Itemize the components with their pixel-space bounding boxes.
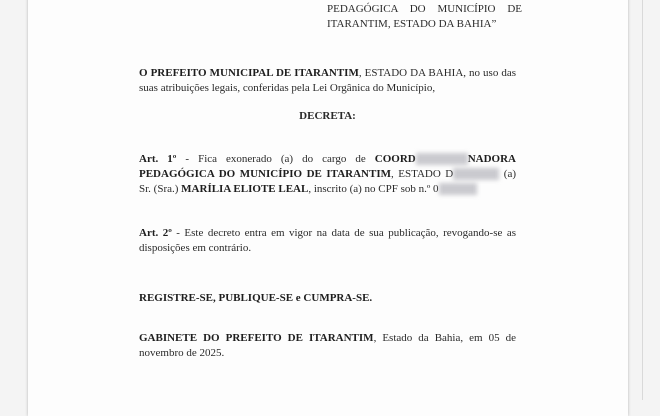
intro-text: , ESTADO DA BAHIA, no uso das suas atribuições legais, conferidas pela Lei Orgânica do Município, (139, 67, 516, 94)
gabinete-label: GABINETE DO PREFEITO DE ITARANTIM (139, 332, 374, 344)
gabinete-paragraph (139, 331, 516, 361)
redacted-block (439, 183, 477, 195)
decree-title (327, 2, 522, 32)
decreta-heading: DECRETA: (299, 110, 356, 122)
article-2-text: - Este decreto entra em vigor na data de sua publicação, revogando-se as disposições em contrário. (139, 227, 517, 254)
article-2 (139, 226, 516, 256)
intro-paragraph (139, 66, 516, 96)
closing-formula (139, 291, 516, 306)
registre-text: REGISTRE-SE, PUBLIQUE-SE e CUMPRA-SE. (139, 292, 373, 304)
article-1-text-b: , ESTADO D (390, 168, 454, 180)
redacted-block (453, 168, 499, 180)
article-1-text-c: (a) Sr. (Sra.) (139, 168, 516, 195)
article-1-text-a: - Fica exonerado (a) do cargo de (176, 153, 375, 165)
article-1 (139, 152, 516, 197)
article-1-position-b: NADORA PEDAGÓGICA DO MUNICÍPIO DE ITARANTIM (139, 153, 516, 180)
gabinete-text: , Estado da Bahia, em 05 de novembro de 2025. (139, 332, 516, 359)
article-1-text-d: , inscrito (a) no CPF sob n.º 0 (308, 183, 439, 195)
article-1-person-name: MARÍLIA ELIOTE LEAL (181, 183, 309, 195)
decree-title-text: PEDAGÓGICA DO MUNICÍPIO DE ITARANTIM, ESTADO DA BAHIA” (327, 3, 522, 30)
article-1-position-a: COORD (374, 153, 416, 165)
intro-authority: O PREFEITO MUNICIPAL DE ITARANTIM (139, 67, 359, 79)
article-1-label: Art. 1º (139, 153, 177, 165)
page-edge (642, 0, 643, 400)
redacted-block (416, 153, 468, 165)
article-2-label: Art. 2º (139, 227, 172, 239)
